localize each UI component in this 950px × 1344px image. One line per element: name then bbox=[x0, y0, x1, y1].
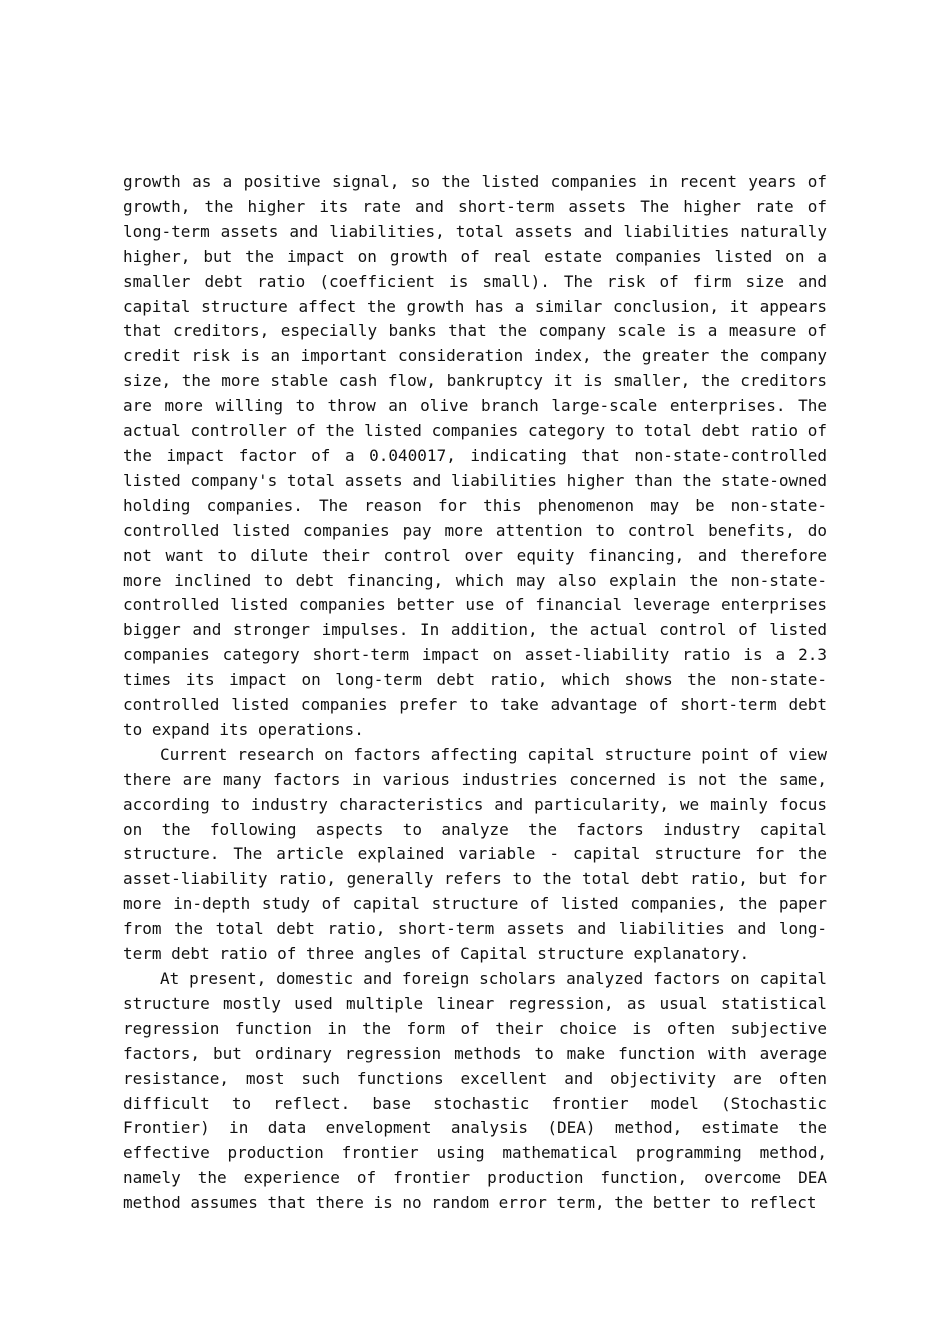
paragraph-2: Current research on factors affecting capital structure point of view there are many factors in various industries concerned is not the same, according to industry characteristics and particularity, we mainly focus on the following aspects to analyze the factors industry capital structure. The article explained variable - capital structure for the asset-liability ratio, generally refers to the total debt ratio, but for more in-depth study of capital structure of listed companies, the paper from the total debt ratio, short-term assets and liabilities and long-term debt ratio of three angles of Capital structure explanatory. bbox=[123, 744, 827, 964]
body-text bbox=[123, 170, 827, 1216]
paragraph-1: growth as a positive signal, so the listed companies in recent years of growth, the higher its rate and short-term assets The higher rate of long-term assets and liabilities, total assets and liabilities naturally higher, but the impact on growth of real estate companies listed on a smaller debt ratio (coefficient is small). The risk of firm size and capital structure affect the growth has a similar conclusion, it appears that creditors, especially banks that the company scale is a measure of credit risk is an important consideration index, the greater the company size, the more stable cash flow, bankruptcy it is smaller, the creditors are more willing to throw an olive branch large-scale enterprises. The actual controller of the listed companies category to total debt ratio of the impact factor of a 0.040017, indicating that non-state-controlled listed company's total assets and liabilities higher than the state-owned holding companies. The reason for this phenomenon may be non-state-controlled listed companies pay more attention to control benefits, do not want to dilute their control over equity financing, and therefore more inclined to debt financing, which may also explain the non-state-controlled listed companies better use of financial leverage enterprises bigger and stronger impulses. In addition, the actual control of listed companies category short-term impact on asset-liability ratio is a 2.3 times its impact on long-term debt ratio, which shows the non-state-controlled listed companies prefer to take advantage of short-term debt to expand its operations. bbox=[123, 172, 827, 739]
paragraph-3: At present, domestic and foreign scholars analyzed factors on capital structure mostly used multiple linear regression, as usual statistical regression function in the form of their choice is often subjective factors, but ordinary regression methods to make function with average resistance, most such functions excellent and objectivity are often difficult to reflect. base stochastic frontier model (Stochastic Frontier) in data envelopment analysis (DEA) method, estimate the effective production frontier using mathematical programming method, namely the experience of frontier production function, overcome DEA method assumes that there is no random error term, the better to reflect bbox=[123, 969, 827, 1213]
